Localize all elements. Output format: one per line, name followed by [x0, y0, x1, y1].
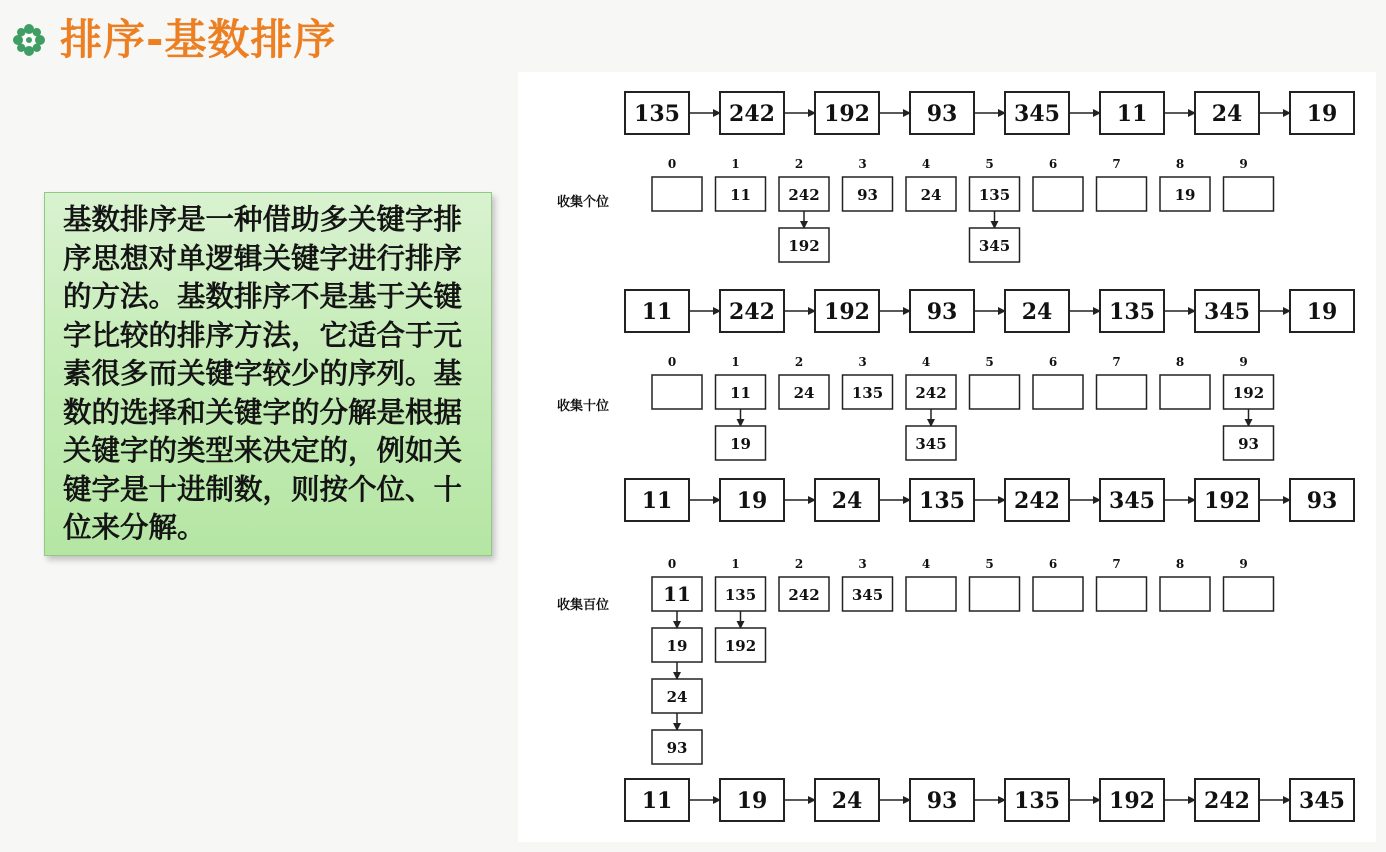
sequence-value: 19: [1306, 299, 1338, 325]
bucket-index: 0: [667, 355, 677, 369]
sequence-value: 93: [1306, 488, 1338, 514]
bucket-index: 1: [731, 557, 740, 571]
bucket-index: 8: [1175, 557, 1185, 571]
bucket-index: 2: [794, 355, 804, 369]
sequence-value: 242: [1014, 488, 1060, 514]
sequence-value: 11: [1116, 101, 1148, 127]
sequence-value: 242: [729, 299, 775, 325]
bucket-item-value: 24: [920, 186, 942, 204]
bucket-index: 7: [1112, 157, 1121, 171]
sequence-value: 135: [1109, 299, 1155, 325]
bucket-slot: [906, 577, 956, 611]
sequence-value: 345: [1014, 101, 1060, 127]
bucket-slot: [970, 375, 1020, 409]
bucket-index: 9: [1239, 557, 1248, 571]
sequence-value: 93: [926, 299, 958, 325]
bucket-slot: [1097, 375, 1147, 409]
bucket-slot: [1160, 375, 1210, 409]
pass-label: 收集百位: [557, 598, 610, 613]
bucket-slot: [970, 577, 1020, 611]
bucket-item-value: 93: [1238, 435, 1259, 453]
page-title: 排序-基数排序: [60, 15, 337, 64]
sequence-value: 93: [926, 101, 958, 127]
bucket-item-value: 11: [663, 582, 691, 606]
sequence-value: 19: [736, 488, 768, 514]
pass-label: 收集十位: [557, 399, 610, 414]
pass-label: 收集个位: [557, 195, 610, 210]
bucket-item-value: 242: [788, 186, 820, 204]
bucket-index: 5: [985, 557, 994, 571]
bucket-item-value: 135: [724, 586, 757, 604]
description-text: 基数排序是一种借助多关键字排序思想对单逻辑关键字进行排序的方法。基数排序不是基于关键字比较的排序方法，它适合于元素很多而关键字较少的序列。基数的选择和关键字的分解是根据关键字的类型来决定的，例如关键字是十进制数，则按个位、十位来分解。: [63, 203, 463, 544]
sequence-value: 24: [831, 488, 863, 514]
bucket-index: 2: [794, 557, 804, 571]
sequence-value: 24: [831, 788, 863, 814]
bucket-item-value: 93: [857, 186, 878, 204]
sequence-value: 19: [736, 788, 768, 814]
bucket-item-value: 19: [666, 637, 688, 655]
bucket-item-value: 345: [851, 586, 884, 604]
bucket-item-value: 345: [915, 435, 947, 453]
bucket-index: 4: [921, 355, 931, 369]
sequence-value: 242: [729, 101, 775, 127]
bucket-item-value: 24: [666, 688, 688, 706]
bucket-item-value: 345: [978, 237, 1011, 255]
bucket-item-value: 24: [793, 384, 815, 402]
sequence-value: 11: [641, 788, 673, 814]
bucket-slot: [1097, 177, 1147, 211]
sequence-value: 24: [1211, 101, 1243, 127]
bucket-index: 9: [1239, 157, 1248, 171]
bucket-index: 1: [731, 157, 740, 171]
sequence-value: 192: [1204, 488, 1250, 514]
sequence-value: 93: [926, 788, 958, 814]
bucket-item-value: 135: [851, 384, 884, 402]
bucket-slot: [1033, 375, 1083, 409]
bucket-index: 3: [858, 557, 867, 571]
bucket-item-value: 192: [724, 637, 757, 655]
sequence-value: 24: [1021, 299, 1053, 325]
bucket-item-value: 11: [730, 384, 751, 402]
bucket-index: 4: [921, 157, 931, 171]
bucket-index: 0: [667, 557, 677, 571]
sequence-value: 135: [1014, 788, 1060, 814]
bucket-item-value: 11: [730, 186, 751, 204]
sequence-value: 345: [1204, 299, 1250, 325]
bucket-slot: [1033, 177, 1083, 211]
bucket-item-value: 242: [915, 384, 947, 402]
sequence-value: 192: [824, 299, 870, 325]
sequence-value: 192: [1109, 788, 1155, 814]
sequence-value: 135: [919, 488, 965, 514]
sequence-value: 345: [1299, 788, 1345, 814]
sequence-value: 11: [641, 299, 673, 325]
sequence-value: 192: [824, 101, 870, 127]
bucket-item-value: 93: [666, 739, 688, 757]
sequence-value: 19: [1306, 101, 1338, 127]
bucket-index: 6: [1048, 557, 1058, 571]
bucket-index: 1: [731, 355, 740, 369]
bucket-slot: [1224, 577, 1274, 611]
bucket-index: 8: [1175, 355, 1185, 369]
bucket-item-value: 19: [730, 435, 751, 453]
bucket-index: 3: [858, 157, 867, 171]
bucket-index: 0: [667, 157, 677, 171]
bucket-slot: [1033, 577, 1083, 611]
bucket-slot: [652, 177, 702, 211]
bucket-slot: [652, 375, 702, 409]
bucket-index: 2: [794, 157, 804, 171]
bucket-index: 7: [1112, 355, 1121, 369]
bucket-slot: [1224, 177, 1274, 211]
bucket-item-value: 19: [1174, 186, 1196, 204]
sequence-value: 11: [641, 488, 673, 514]
bucket-index: 8: [1175, 157, 1185, 171]
sequence-value: 135: [634, 101, 680, 127]
bucket-index: 5: [985, 355, 994, 369]
bucket-index: 6: [1048, 355, 1058, 369]
sequence-value: 345: [1109, 488, 1155, 514]
bucket-item-value: 192: [1232, 384, 1265, 402]
bucket-slot: [1160, 577, 1210, 611]
sequence-value: 242: [1204, 788, 1250, 814]
bucket-slot: [1097, 577, 1147, 611]
bucket-index: 4: [921, 557, 931, 571]
bucket-index: 5: [985, 157, 994, 171]
bucket-item-value: 242: [788, 586, 820, 604]
bucket-item-value: 192: [788, 237, 820, 255]
bucket-index: 6: [1048, 157, 1058, 171]
bucket-item-value: 135: [978, 186, 1011, 204]
bucket-index: 7: [1112, 557, 1121, 571]
bucket-index: 3: [858, 355, 867, 369]
bucket-index: 9: [1239, 355, 1248, 369]
